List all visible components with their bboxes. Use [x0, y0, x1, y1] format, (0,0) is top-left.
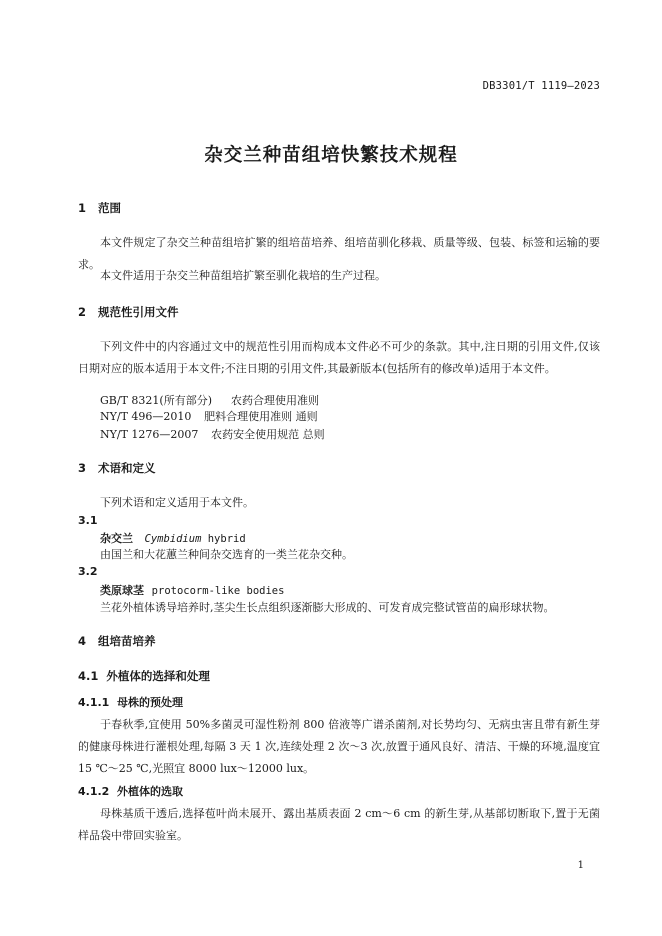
term-heading [100, 582, 284, 598]
explant-selection-paragraph: 母株基质干透后,选择苞叶尚未展开、露出基质表面 2 cm～6 cm 的新生芽,从基部切断取下,置于无菌样品袋中带回实验室。 [78, 807, 600, 842]
term-definition: 兰花外植体诱导培养时,茎尖生长点组织逐渐膨大形成的、可发育成完整试管苗的扁形球状物。 [100, 601, 555, 614]
term-definition: 由国兰和大花蕙兰种间杂交选育的一类兰花杂交种。 [100, 548, 353, 561]
reference-name: 农药安全使用规范 总则 [211, 428, 325, 441]
term-english-rest: hybrid [201, 533, 246, 545]
term-name: 杂交兰 [100, 532, 133, 545]
subsection-number: 4.1.2 [78, 785, 110, 798]
section-4-heading [78, 633, 156, 649]
reference-name: 肥料合理使用准则 通则 [204, 410, 318, 423]
term-english [145, 533, 246, 545]
subsection-title: 母株的预处理 [117, 696, 183, 709]
subsection-number: 4.1.1 [78, 696, 110, 709]
section-number: 4 [78, 634, 87, 648]
section-1-heading [78, 200, 121, 216]
section-3-heading [78, 460, 156, 476]
scope-paragraph-1: 本文件规定了杂交兰种苗组培扩繁的组培苗培养、组培苗驯化移栽、质量等级、包装、标签和运输的要求。 [78, 236, 600, 271]
section-number: 3 [78, 461, 87, 475]
section-number: 2 [78, 305, 87, 319]
subsection-4-1-2-heading [78, 783, 183, 799]
term-english-genus: Cymbidium [144, 533, 202, 545]
reference-code: GB/T 8321(所有部分) [100, 394, 212, 407]
standard-number: DB3301/T 1119—2023 [482, 80, 600, 92]
term-number: 3.2 [78, 565, 98, 578]
reference-name: 农药合理使用准则 [230, 394, 319, 407]
subsection-title: 外植体的选取 [117, 785, 183, 798]
section-title: 术语和定义 [98, 461, 156, 475]
term-heading [100, 530, 246, 546]
subsection-title: 外植体的选择和处理 [106, 669, 210, 683]
reference-item [100, 426, 325, 442]
document-title: 杂交兰种苗组培快繁技术规程 [204, 145, 458, 166]
section-2-heading [78, 304, 179, 320]
reference-code: NY/T 496—2010 [100, 410, 192, 423]
subsection-4-1-1-heading [78, 694, 183, 710]
scope-paragraph-2: 本文件适用于杂交兰种苗组培扩繁至驯化栽培的生产过程。 [100, 269, 386, 282]
section-title: 范围 [98, 201, 121, 215]
pretreatment-paragraph: 于春秋季,宜使用 50%多菌灵可湿性粉剂 800 倍液等广谱杀菌剂,对长势均匀、无病虫害且带有新生芽的健康母株进行灌根处理,每隔 3 天 1 次,连续处理 2 次～3 次,放置于通风良好、清洁、干燥的环境,温度宜 15 ℃～25 ℃,光照宜 8000 lux～12000 lux。 [78, 718, 600, 775]
subsection-number: 4.1 [78, 669, 99, 683]
reference-item [100, 392, 319, 408]
section-number: 1 [78, 201, 87, 215]
term-number: 3.1 [78, 514, 98, 527]
normative-intro: 下列文件中的内容通过文中的规范性引用而构成本文件必不可少的条款。其中,注日期的引用文件,仅该日期对应的版本适用于本文件;不注日期的引用文件,其最新版本(包括所有的修改单)适用于本文件。 [78, 340, 600, 375]
section-title: 规范性引用文件 [98, 305, 179, 319]
reference-item [100, 408, 318, 424]
page-number: 1 [577, 860, 584, 871]
section-title: 组培苗培养 [98, 634, 156, 648]
term-name: 类原球茎 [100, 584, 144, 597]
subsection-4-1-heading [78, 668, 210, 684]
term-english: protocorm-like bodies [151, 585, 285, 597]
terms-intro: 下列术语和定义适用于本文件。 [100, 496, 254, 509]
reference-code: NY/T 1276—2007 [100, 428, 199, 441]
